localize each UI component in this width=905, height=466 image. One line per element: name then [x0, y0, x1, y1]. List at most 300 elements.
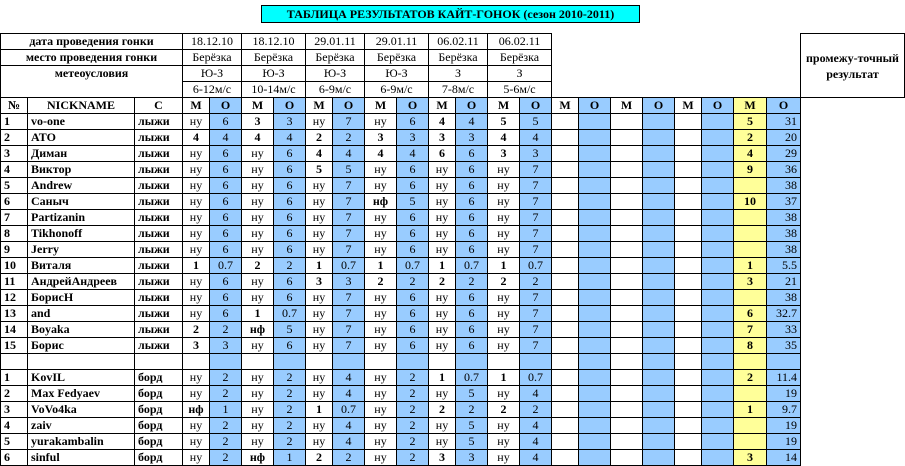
- race-points: 6: [456, 194, 488, 210]
- empty-points: [579, 114, 611, 130]
- interim-points: 33: [767, 322, 801, 338]
- race-place: ну: [306, 178, 333, 194]
- race-place: ну: [242, 402, 274, 418]
- race-place: ну: [429, 226, 456, 242]
- race-points: 6: [274, 290, 306, 306]
- empty-place: [552, 226, 579, 242]
- interim-points: 38: [767, 210, 801, 226]
- table-row: [1, 450, 905, 466]
- nickname: vo-one: [28, 114, 135, 130]
- empty-place: [675, 162, 702, 178]
- race-place: ну: [306, 226, 333, 242]
- race-points: 7: [333, 322, 365, 338]
- table-row: [1, 290, 905, 306]
- interim-place: 10: [734, 194, 767, 210]
- col-place-header: М: [365, 98, 397, 114]
- race-place: ну: [488, 306, 520, 322]
- race-place: 1: [306, 258, 333, 274]
- race-points: 0.7: [456, 370, 488, 386]
- table-row: [1, 386, 905, 402]
- race-place: 1: [183, 258, 210, 274]
- table-row: [1, 306, 905, 322]
- race-place: ну: [306, 290, 333, 306]
- empty-place: [675, 210, 702, 226]
- weather-row: [1, 66, 905, 82]
- spacer: [552, 50, 801, 66]
- empty-points: [579, 418, 611, 434]
- separator-cell: [135, 354, 183, 370]
- race-place: ну: [242, 338, 274, 354]
- empty-place: [611, 178, 643, 194]
- race-points: 6: [397, 322, 429, 338]
- race-points: 6: [456, 290, 488, 306]
- race-points: 2: [397, 450, 429, 466]
- race-points: 7: [333, 178, 365, 194]
- empty-place: [552, 178, 579, 194]
- race-place: ну: [365, 434, 397, 450]
- interim-points: 9.7: [767, 402, 801, 418]
- empty-place: [552, 162, 579, 178]
- race-points: 6: [210, 242, 242, 258]
- empty-points: [579, 210, 611, 226]
- row-number: 14: [1, 322, 28, 338]
- empty-place: [675, 418, 702, 434]
- empty-points: [579, 274, 611, 290]
- separator-cell: [675, 354, 702, 370]
- race-points: 6: [397, 306, 429, 322]
- race-place: ну: [429, 418, 456, 434]
- race-points: 7: [333, 114, 365, 130]
- race-place: Берёзка: [488, 50, 552, 66]
- interim-points: 5.5: [767, 258, 801, 274]
- race-place: ну: [183, 290, 210, 306]
- race-place: ну: [242, 226, 274, 242]
- nickname: Jerry: [28, 242, 135, 258]
- race-place: ну: [242, 146, 274, 162]
- race-place: 4: [488, 130, 520, 146]
- race-points: 6: [210, 210, 242, 226]
- col-class-header: С: [135, 98, 183, 114]
- nickname: ATO: [28, 130, 135, 146]
- race-points: 6: [456, 242, 488, 258]
- nickname: Max Fedyaev: [28, 386, 135, 402]
- wind-speed: 6-9м/с: [306, 82, 365, 98]
- results-table: [0, 33, 905, 466]
- separator-cell: [643, 354, 675, 370]
- interim-place: 8: [734, 338, 767, 354]
- race-place: ну: [183, 242, 210, 258]
- race-place: ну: [306, 322, 333, 338]
- empty-points: [579, 162, 611, 178]
- race-place: нф: [365, 194, 397, 210]
- empty-place: [611, 370, 643, 386]
- race-points: 4: [333, 146, 365, 162]
- empty-place: [611, 146, 643, 162]
- table-row: [1, 146, 905, 162]
- race-points: 2: [397, 274, 429, 290]
- empty-place: [552, 418, 579, 434]
- interim-points: 36: [767, 162, 801, 178]
- empty-place: [611, 274, 643, 290]
- empty-points: [643, 210, 675, 226]
- race-points: 7: [520, 210, 552, 226]
- nickname: Andrew: [28, 178, 135, 194]
- nickname: KovIL: [28, 370, 135, 386]
- empty-points: [579, 146, 611, 162]
- empty-points: [702, 338, 734, 354]
- race-place: ну: [429, 386, 456, 402]
- race-place: ну: [365, 418, 397, 434]
- race-points: 4: [210, 130, 242, 146]
- race-place: ну: [365, 178, 397, 194]
- empty-points: [702, 306, 734, 322]
- race-place: нф: [242, 450, 274, 466]
- race-place: 1: [488, 370, 520, 386]
- empty-points: [702, 418, 734, 434]
- race-place: нф: [242, 322, 274, 338]
- empty-place: [675, 306, 702, 322]
- race-points: 6: [210, 226, 242, 242]
- race-points: 6: [210, 178, 242, 194]
- empty-place: [611, 258, 643, 274]
- race-points: 0.7: [397, 258, 429, 274]
- race-place: ну: [183, 178, 210, 194]
- col-points-header: О: [210, 98, 242, 114]
- nickname: Boyaka: [28, 322, 135, 338]
- empty-points: [579, 130, 611, 146]
- col-points-header: О: [520, 98, 552, 114]
- race-date: 06.02.11: [488, 34, 552, 50]
- race-points: 7: [333, 242, 365, 258]
- empty-points: [579, 178, 611, 194]
- equipment-class: лыжи: [135, 194, 183, 210]
- race-points: 7: [333, 290, 365, 306]
- empty-place: [611, 242, 643, 258]
- empty-points: [643, 386, 675, 402]
- interim-points: 38: [767, 290, 801, 306]
- race-place: Берёзка: [429, 50, 488, 66]
- empty-place: [675, 274, 702, 290]
- col-place-header: М: [306, 98, 333, 114]
- wind-speed: 5-6м/с: [488, 82, 552, 98]
- empty-points: [579, 194, 611, 210]
- equipment-class: лыжи: [135, 210, 183, 226]
- race-place: 4: [365, 146, 397, 162]
- race-place: ну: [429, 338, 456, 354]
- race-place: ну: [183, 146, 210, 162]
- nickname: VoVo4ka: [28, 402, 135, 418]
- race-place: ну: [429, 242, 456, 258]
- table-row: [1, 114, 905, 130]
- race-place: ну: [488, 322, 520, 338]
- interim-points: 20: [767, 130, 801, 146]
- race-place: ну: [365, 306, 397, 322]
- race-place: ну: [242, 178, 274, 194]
- race-place: ну: [183, 418, 210, 434]
- race-place: ну: [306, 418, 333, 434]
- race-points: 7: [520, 226, 552, 242]
- table-row: [1, 402, 905, 418]
- race-points: 2: [333, 130, 365, 146]
- separator-cell: [488, 354, 520, 370]
- table-row: [1, 370, 905, 386]
- empty-points: [579, 370, 611, 386]
- race-place: ну: [306, 210, 333, 226]
- interim-place: [734, 178, 767, 194]
- interim-points: 32.7: [767, 306, 801, 322]
- race-place: 2: [488, 402, 520, 418]
- race-points: 2: [274, 434, 306, 450]
- empty-points: [643, 370, 675, 386]
- interim-place: 2: [734, 130, 767, 146]
- race-points: 7: [520, 242, 552, 258]
- race-place: Берёзка: [365, 50, 429, 66]
- equipment-class: лыжи: [135, 146, 183, 162]
- empty-points: [643, 162, 675, 178]
- race-place: ну: [488, 226, 520, 242]
- race-points: 6: [397, 178, 429, 194]
- empty-place: [675, 130, 702, 146]
- col-place-header: М: [183, 98, 210, 114]
- empty-points: [643, 130, 675, 146]
- empty-place: [675, 258, 702, 274]
- race-points: 2: [274, 386, 306, 402]
- col-place-header: М: [611, 98, 643, 114]
- race-points: 2: [397, 386, 429, 402]
- race-points: 6: [456, 338, 488, 354]
- race-points: 6: [274, 242, 306, 258]
- col-points-header: О: [702, 98, 734, 114]
- table-row: [1, 274, 905, 290]
- race-points: 7: [333, 338, 365, 354]
- equipment-class: борд: [135, 402, 183, 418]
- race-points: 0.7: [333, 402, 365, 418]
- empty-place: [552, 402, 579, 418]
- race-points: 6: [397, 290, 429, 306]
- empty-points: [579, 338, 611, 354]
- nickname: Partizanin: [28, 210, 135, 226]
- empty-place: [611, 130, 643, 146]
- race-place: ну: [488, 210, 520, 226]
- race-points: 6: [456, 162, 488, 178]
- race-place: 1: [365, 258, 397, 274]
- empty-place: [552, 370, 579, 386]
- empty-points: [702, 210, 734, 226]
- wind-speed: 10-14м/с: [242, 82, 306, 98]
- empty-points: [579, 242, 611, 258]
- race-place: ну: [488, 242, 520, 258]
- race-place: ну: [365, 322, 397, 338]
- empty-place: [552, 210, 579, 226]
- separator-cell: [306, 354, 333, 370]
- wind-direction: З: [429, 66, 488, 82]
- row-number: 2: [1, 386, 28, 402]
- empty-points: [579, 226, 611, 242]
- equipment-class: лыжи: [135, 338, 183, 354]
- race-points: 7: [333, 194, 365, 210]
- race-date: 18.12.10: [183, 34, 242, 50]
- nickname: Tikhonoff: [28, 226, 135, 242]
- race-place: ну: [306, 306, 333, 322]
- race-place: 1: [429, 258, 456, 274]
- race-place: ну: [183, 114, 210, 130]
- race-points: 6: [397, 210, 429, 226]
- race-points: 4: [333, 386, 365, 402]
- race-place: 3: [429, 130, 456, 146]
- race-points: 0.7: [210, 258, 242, 274]
- empty-place: [611, 450, 643, 466]
- table-row: [1, 338, 905, 354]
- race-place: ну: [365, 210, 397, 226]
- date-row: [1, 34, 905, 50]
- race-points: 2: [520, 274, 552, 290]
- column-header-row: [1, 98, 905, 114]
- results-sheet: [0, 33, 905, 466]
- row-number: 12: [1, 290, 28, 306]
- empty-place: [675, 450, 702, 466]
- row-number: 6: [1, 450, 28, 466]
- race-place: ну: [306, 386, 333, 402]
- race-place: ну: [365, 114, 397, 130]
- race-points: 0.7: [274, 306, 306, 322]
- table-row: [1, 210, 905, 226]
- empty-place: [675, 178, 702, 194]
- row-number: 3: [1, 146, 28, 162]
- empty-place: [611, 306, 643, 322]
- race-points: 2: [397, 370, 429, 386]
- equipment-class: борд: [135, 450, 183, 466]
- race-points: 6: [274, 226, 306, 242]
- race-points: 6: [274, 162, 306, 178]
- empty-points: [643, 338, 675, 354]
- race-place: ну: [242, 162, 274, 178]
- interim-place: 2: [734, 370, 767, 386]
- race-points: 2: [397, 434, 429, 450]
- empty-place: [552, 450, 579, 466]
- race-place: 4: [242, 130, 274, 146]
- race-place: ну: [429, 178, 456, 194]
- nickname: sinful: [28, 450, 135, 466]
- interim-points: 38: [767, 178, 801, 194]
- equipment-class: лыжи: [135, 274, 183, 290]
- empty-points: [702, 258, 734, 274]
- table-row: [1, 194, 905, 210]
- row-number: 15: [1, 338, 28, 354]
- interim-points: 14: [767, 450, 801, 466]
- race-place: ну: [242, 194, 274, 210]
- group-separator: [1, 354, 905, 370]
- race-points: 7: [520, 306, 552, 322]
- race-place: ну: [429, 194, 456, 210]
- race-place: Берёзка: [242, 50, 306, 66]
- race-points: 5: [456, 386, 488, 402]
- nickname: and: [28, 306, 135, 322]
- separator-cell: [702, 354, 734, 370]
- race-points: 5: [274, 322, 306, 338]
- race-points: 2: [274, 418, 306, 434]
- race-place: ну: [429, 306, 456, 322]
- race-points: 2: [397, 402, 429, 418]
- separator-cell: [552, 354, 579, 370]
- empty-points: [702, 370, 734, 386]
- wind-direction: Ю-З: [183, 66, 242, 82]
- nickname: zaiv: [28, 418, 135, 434]
- date-label: дата проведения гонки: [1, 34, 183, 50]
- race-place: ну: [183, 370, 210, 386]
- equipment-class: лыжи: [135, 162, 183, 178]
- race-place: 4: [183, 130, 210, 146]
- race-points: 6: [456, 226, 488, 242]
- race-place: 3: [429, 450, 456, 466]
- empty-place: [611, 162, 643, 178]
- separator-cell: [456, 354, 488, 370]
- empty-place: [675, 114, 702, 130]
- race-points: 2: [210, 322, 242, 338]
- race-place: ну: [365, 450, 397, 466]
- race-place: ну: [365, 162, 397, 178]
- wind-speed: 7-8м/с: [429, 82, 488, 98]
- race-place: ну: [242, 290, 274, 306]
- empty-points: [579, 434, 611, 450]
- race-points: 6: [210, 194, 242, 210]
- row-number: 6: [1, 194, 28, 210]
- interim-points: 31: [767, 114, 801, 130]
- separator-cell: [210, 354, 242, 370]
- empty-points: [702, 274, 734, 290]
- separator-cell: [397, 354, 429, 370]
- race-place: ну: [183, 450, 210, 466]
- race-place: ну: [488, 434, 520, 450]
- equipment-class: лыжи: [135, 226, 183, 242]
- col-points-header: О: [333, 98, 365, 114]
- race-place: ну: [488, 338, 520, 354]
- empty-place: [675, 322, 702, 338]
- equipment-class: лыжи: [135, 114, 183, 130]
- separator-cell: [520, 354, 552, 370]
- empty-points: [702, 130, 734, 146]
- separator-cell: [365, 354, 397, 370]
- race-points: 2: [210, 418, 242, 434]
- race-place: 2: [488, 274, 520, 290]
- empty-points: [579, 386, 611, 402]
- row-number: 4: [1, 162, 28, 178]
- race-place: 1: [306, 402, 333, 418]
- race-date: 29.01.11: [365, 34, 429, 50]
- race-place: ну: [429, 434, 456, 450]
- interim-label: промежу-точный результат: [801, 34, 905, 98]
- race-points: 6: [274, 210, 306, 226]
- race-place: 2: [183, 322, 210, 338]
- empty-place: [675, 290, 702, 306]
- row-number: 13: [1, 306, 28, 322]
- race-place: 3: [488, 146, 520, 162]
- race-place: 6: [429, 146, 456, 162]
- race-date: 29.01.11: [306, 34, 365, 50]
- race-points: 2: [274, 402, 306, 418]
- race-place: Берёзка: [306, 50, 365, 66]
- table-row: [1, 162, 905, 178]
- empty-points: [643, 226, 675, 242]
- empty-points: [702, 402, 734, 418]
- race-place: ну: [365, 370, 397, 386]
- race-place: ну: [429, 290, 456, 306]
- equipment-class: лыжи: [135, 258, 183, 274]
- race-points: 4: [333, 418, 365, 434]
- empty-points: [643, 146, 675, 162]
- empty-place: [675, 338, 702, 354]
- race-place: ну: [306, 114, 333, 130]
- col-place-header: М: [488, 98, 520, 114]
